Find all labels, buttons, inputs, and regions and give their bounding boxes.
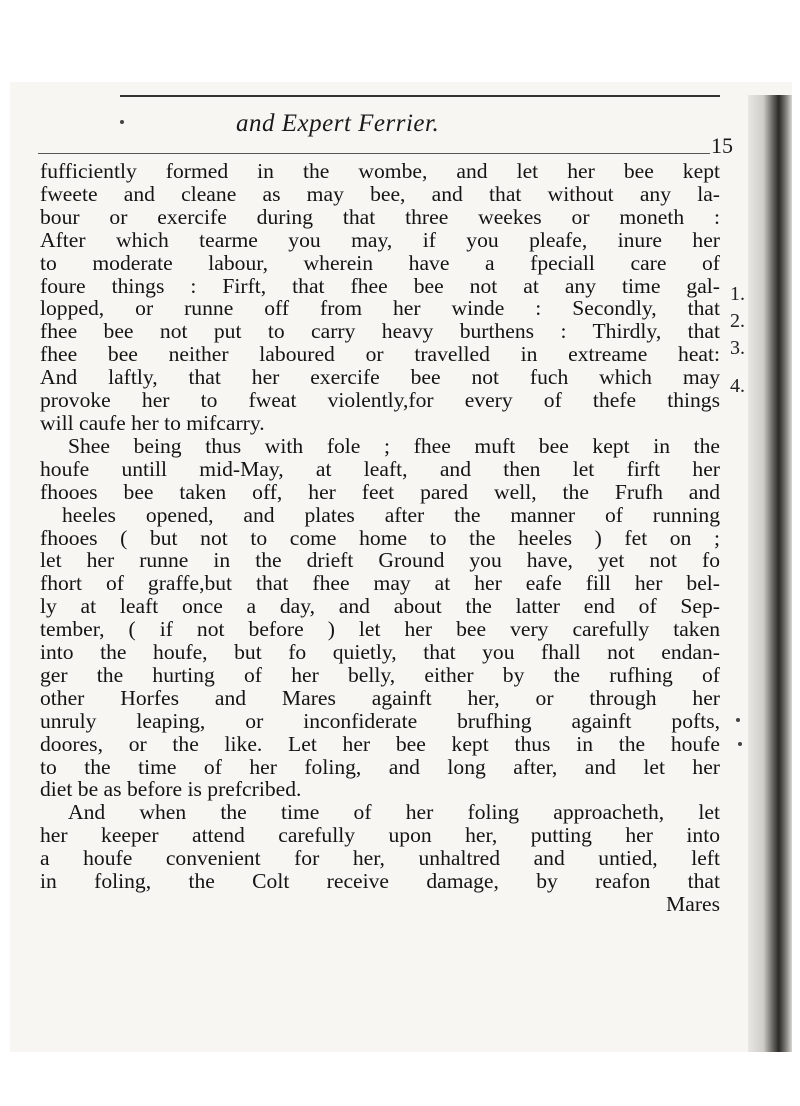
text-line: fhooes bee taken off, her feet pared well, the Frufh and	[40, 479, 720, 504]
text-line: let her runne in the drieft Ground you have, yet not fo	[40, 548, 720, 573]
text-line: ger the hurting of her belly, either by the rufhing of	[40, 662, 720, 687]
text-line: a houfe convenient for her, unhaltred and untied, left	[40, 846, 720, 871]
body-text	[40, 160, 720, 916]
text-line: her keeper attend carefully upon her, putting her into	[40, 823, 720, 848]
running-head: and Expert Ferrier.	[236, 110, 440, 137]
text-line: to moderate labour, wherein have a fpeciall care of	[40, 250, 720, 275]
text-line: bour or exercife during that three weekes or moneth :	[40, 204, 720, 229]
page-number: 15	[711, 133, 733, 158]
text-line: lopped, or runne off from her winde : Secondly, that	[40, 296, 720, 321]
text-line: heeles opened, and plates after the manner of running	[62, 502, 720, 527]
ink-speck	[736, 718, 740, 722]
text-line: into the houfe, but fo quietly, that you fhall not endan-	[40, 640, 720, 665]
text-line: houfe untill mid-May, at leaft, and then let firft her	[40, 456, 720, 481]
margin-note-1: 1.	[730, 283, 745, 305]
text-line: And laftly, that her exercife bee not fuch which may	[40, 365, 720, 390]
text-line: provoke her to fweat violently,for every of thefe things	[40, 388, 720, 413]
text-line: ly at leaft once a day, and about the latter end of Sep-	[40, 594, 720, 619]
margin-note-4: 4.	[730, 375, 745, 397]
margin-note-2: 2.	[730, 310, 745, 332]
ink-speck	[120, 120, 124, 124]
text-line: fweete and cleane as may bee, and that without any la-	[40, 181, 720, 206]
text-line: After which tearme you may, if you pleafe, inure her	[40, 227, 720, 252]
head-rule	[38, 153, 710, 154]
text-line: tember, ( if not before ) let her bee very carefully taken	[40, 617, 720, 642]
text-line: fhort of graffe,but that fhee may at her eafe fill her bel-	[40, 571, 720, 596]
top-rule	[120, 95, 720, 97]
text-line: to the time of her foling, and long after, and let her	[40, 754, 720, 779]
text-line: Shee being thus with fole ; fhee muft bee kept in the	[68, 433, 720, 458]
catchword: Mares	[666, 892, 720, 916]
text-line: And when the time of her foling approacheth, let	[68, 800, 720, 825]
text-line: fhee bee neither laboured or travelled in extreame heat:	[40, 342, 720, 367]
margin-note-3: 3.	[730, 337, 745, 359]
text-line: other Horfes and Mares againft her, or through her	[40, 685, 720, 710]
text-line: unruly leaping, or inconfiderate brufhing againft pofts,	[40, 708, 720, 733]
text-line: fhooes ( but not to come home to the heeles ) fet on ;	[40, 525, 720, 550]
text-line: fhee bee not put to carry heavy burthens : Thirdly, that	[40, 319, 720, 344]
text-line: doores, or the like. Let her bee kept thus in the houfe	[40, 731, 720, 756]
text-line: fufficiently formed in the wombe, and let her bee kept	[40, 159, 720, 183]
text-line: diet be as before is prefcribed.	[40, 777, 302, 802]
ink-speck	[738, 742, 742, 746]
book-binding-edge	[748, 95, 792, 1052]
text-line: in foling, the Colt receive damage, by reafon that	[40, 869, 720, 894]
text-line: foure things : Firft, that fhee bee not at any time gal-	[40, 273, 720, 298]
text-line: will caufe her to mifcarry.	[40, 410, 265, 435]
